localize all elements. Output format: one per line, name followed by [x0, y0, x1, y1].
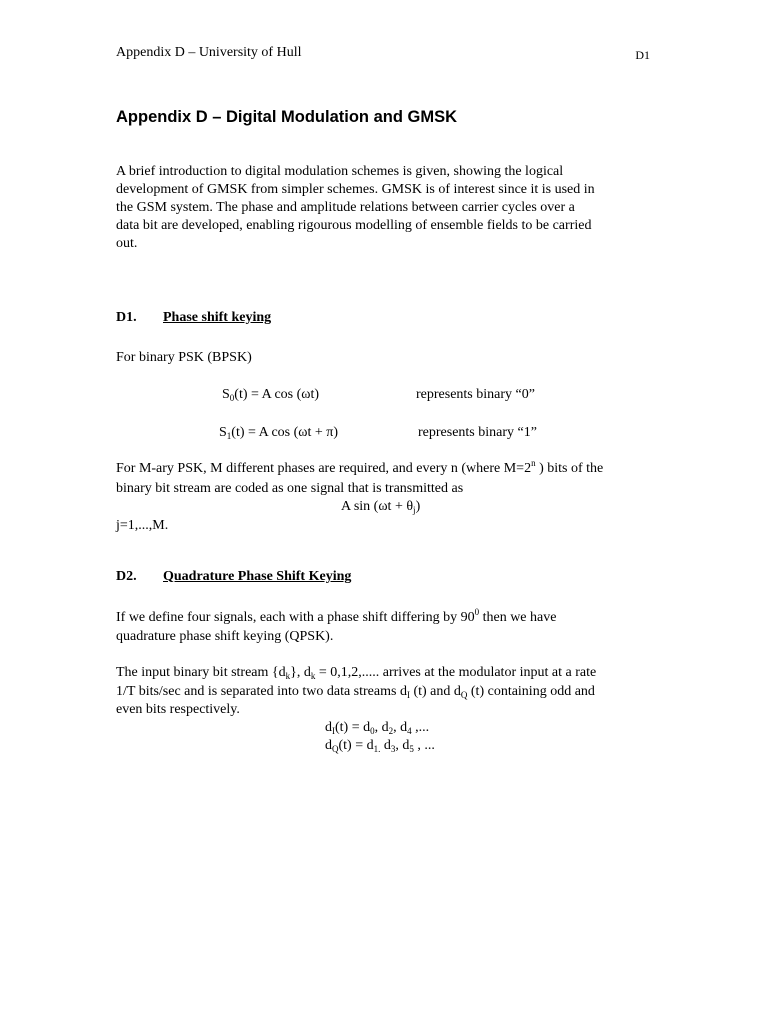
equation-di: [325, 719, 429, 737]
equation-dq: [325, 737, 435, 755]
section-title: Quadrature Phase Shift Keying: [163, 569, 352, 584]
qpsk-line-1: [116, 609, 556, 627]
text-run: , ...: [413, 738, 435, 753]
text-run: ): [415, 499, 421, 514]
text-run: d: [325, 738, 332, 753]
equation-s1: [219, 424, 338, 442]
section-number: D1.: [116, 310, 137, 325]
equation-subscript: 0: [229, 393, 235, 403]
text-run: , d: [393, 720, 408, 735]
running-header: Appendix D – University of Hull: [116, 45, 302, 60]
subscript: 5: [409, 744, 414, 754]
equation-subscript: 1: [226, 431, 232, 441]
text-run: 1/T bits/sec and is separated into two data streams d: [116, 684, 407, 699]
subscript: 4: [407, 726, 412, 736]
superscript: n: [531, 458, 536, 468]
text-run: , d: [395, 738, 410, 753]
text-run: }, d: [290, 665, 311, 680]
intro-line: out.: [116, 236, 138, 251]
qpsk-line-2: quadrature phase shift keying (QPSK).: [116, 629, 334, 644]
text-run: ) bits of the: [535, 461, 604, 476]
text-run: then we have: [479, 610, 557, 625]
equation-s0: [222, 386, 319, 404]
section-number: D2.: [116, 569, 137, 584]
equation-symbol: S: [222, 387, 230, 402]
bitstream-line-1: [116, 664, 596, 682]
subscript: I: [406, 690, 410, 700]
subscript: k: [285, 671, 291, 681]
subscript: j: [413, 505, 416, 515]
text-run: , d: [374, 720, 389, 735]
subscript: 3: [390, 744, 396, 754]
bitstream-line-3: even bits respectively.: [116, 702, 240, 717]
page-title: Appendix D – Digital Modulation and GMSK: [116, 108, 457, 126]
mary-line-1: [116, 460, 603, 478]
intro-line: development of GMSK from simpler schemes. GMSK is of interest since it is used in: [116, 182, 595, 197]
text-run: (t) = d: [338, 738, 374, 753]
subscript: I: [332, 726, 335, 736]
intro-line: A brief introduction to digital modulation schemes is given, showing the logical: [116, 164, 564, 179]
equation-rhs: (t) = A cos (ωt): [234, 387, 320, 402]
j-range: j=1,...,M.: [116, 518, 169, 533]
subscript: 0: [370, 726, 375, 736]
equation-s0-description: represents binary “0”: [416, 387, 535, 402]
subscript: Q: [332, 744, 339, 754]
text-run: (t) and d: [409, 684, 461, 699]
text-run: d: [380, 738, 391, 753]
subscript: k: [310, 671, 316, 681]
text-run: (t) = d: [335, 720, 371, 735]
text-run: A sin (ωt + θ: [341, 499, 414, 514]
equation-s1-description: represents binary “1”: [418, 425, 537, 440]
subscript: 2: [388, 726, 394, 736]
subscript: Q: [460, 690, 468, 700]
text-run: The input binary bit stream {d: [116, 665, 286, 680]
text-run: If we define four signals, each with a phase shift differing by 90: [116, 610, 475, 625]
bpsk-intro: For binary PSK (BPSK): [116, 350, 252, 365]
text-run: For M-ary PSK, M different phases are required, and every n (where M=2: [116, 461, 532, 476]
superscript: 0: [474, 607, 480, 617]
text-run: ,...: [411, 720, 430, 735]
section-d2-heading: [116, 568, 352, 586]
section-d1-heading: [116, 309, 272, 327]
subscript: 1.: [373, 744, 381, 754]
text-run: = 0,1,2,..... arrives at the modulator input at a rate: [315, 665, 597, 680]
equation-rhs: (t) = A cos (ωt + π): [231, 425, 339, 440]
page-number: D1: [635, 48, 650, 62]
intro-line: data bit are developed, enabling rigourous modelling of ensemble fields to be carried: [116, 218, 592, 233]
bitstream-line-2: [116, 683, 595, 701]
intro-paragraph: [116, 163, 656, 253]
intro-line: the GSM system. The phase and amplitude relations between carrier cycles over a: [116, 200, 575, 215]
text-run: (t) containing odd and: [467, 684, 595, 699]
mary-line-2: binary bit stream are coded as one signal that is transmitted as: [116, 481, 464, 496]
signal-equation: [341, 498, 420, 516]
text-run: d: [325, 720, 332, 735]
equation-symbol: S: [219, 425, 227, 440]
section-title: Phase shift keying: [163, 310, 272, 325]
